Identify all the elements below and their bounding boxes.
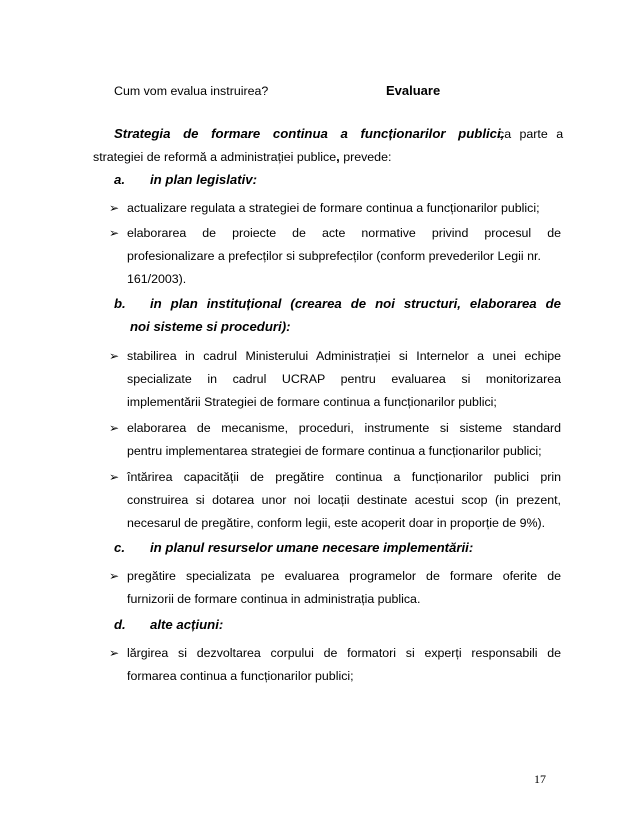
section-b-item-1-line-1: stabilirea in cadrul Ministerului Administrației si Internelor a unei echipe [127, 349, 561, 363]
section-c-letter: c. [114, 540, 125, 555]
section-a-letter: a. [114, 172, 125, 187]
section-a-item-2-line-3: 161/2003). [127, 272, 187, 286]
section-b-item-3-line-2: construirea si dotarea unor noi locații destinate acestui scop (in prezent, [127, 493, 561, 507]
bullet-arrow-icon: ➢ [109, 226, 120, 240]
section-b-item-2-line-2: pentru implementarea strategiei de formare continua a funcționarilor publici; [127, 444, 542, 458]
section-d-heading: alte acțiuni: [150, 617, 224, 632]
bullet-arrow-icon: ➢ [109, 421, 120, 435]
header-title: Evaluare [386, 83, 441, 98]
intro-comma: , [336, 149, 340, 164]
page-number: 17 [534, 772, 546, 786]
section-c-heading: in planul resurselor umane necesare implementării: [150, 540, 474, 555]
intro-line2-text: strategiei de reformă a administrației publice [93, 150, 337, 164]
section-b-item-3-line-3: necesarul de pregătire, conform legii, este acoperit doar in proporție de 9%). [127, 516, 546, 530]
intro-lead: Strategia de formare continua a funcționarilor publici, [114, 126, 505, 141]
bullet-arrow-icon: ➢ [109, 569, 120, 583]
section-a-item-1-line-1: actualizare regulata a strategiei de formare continua a funcționarilor publici; [127, 201, 540, 215]
intro-lead-rest: ca parte a [498, 127, 564, 141]
intro-line2-end: prevede: [339, 150, 392, 164]
section-b-heading-line-1: in plan instituțional (crearea de noi structuri, elaborarea de [150, 296, 561, 311]
section-a-item-2-line-1: elaborarea de proiecte de acte normative privind procesul de [127, 226, 561, 240]
section-b-item-2-line-1: elaborarea de mecanisme, proceduri, instrumente si sisteme standard [127, 421, 561, 435]
section-b-item-1-line-3: implementării Strategiei de formare continua a funcționarilor publici; [127, 395, 497, 409]
section-d-letter: d. [114, 617, 126, 632]
section-a-heading: in plan legislativ: [150, 172, 257, 187]
section-b-heading-line-2: noi sisteme si proceduri): [130, 319, 291, 334]
intro-line2 [93, 149, 391, 165]
bullet-arrow-icon: ➢ [109, 349, 120, 363]
bullet-arrow-icon: ➢ [109, 470, 120, 484]
section-a-item-2-line-2: profesionalizare a prefecților si subprefecților (conform prevederilor Legii nr. [127, 249, 541, 263]
section-b-item-3-line-1: întărirea capacității de pregătire continua a funcționarilor publici prin [127, 470, 561, 484]
header-question: Cum vom evalua instruirea? [114, 84, 269, 98]
section-d-item-1-line-2: formarea continua a funcționarilor publici; [127, 669, 354, 683]
section-b-letter: b. [114, 296, 126, 311]
section-c-item-1-line-2: furnizorii de formare continua in administrația publica. [127, 592, 421, 606]
section-d-item-1-line-1: lărgirea si dezvoltarea corpului de formatori si experți responsabili de [127, 646, 561, 660]
section-c-item-1-line-1: pregătire specializata pe evaluarea programelor de formare oferite de [127, 569, 561, 583]
section-b-item-1-line-2: specializate in cadrul UCRAP pentru evaluarea si monitorizarea [127, 372, 561, 386]
bullet-arrow-icon: ➢ [109, 201, 120, 215]
bullet-arrow-icon: ➢ [109, 646, 120, 660]
